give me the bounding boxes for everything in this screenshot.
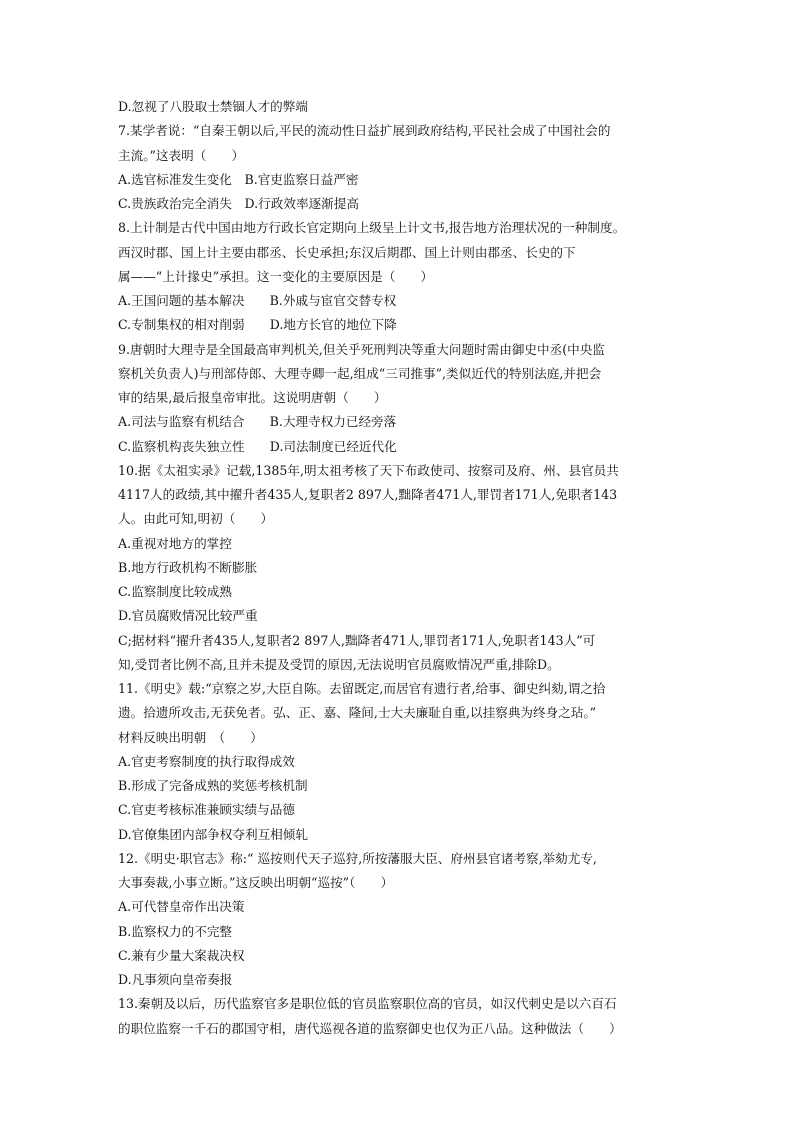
text-line: C;据材料“擢升者435人,复职者2 897人,黜降者471人,罪罚者171人,免职者143人”可 — [118, 632, 596, 648]
text-line: 的职位监察一千石的郡国守相，唐代巡视各道的监察御史也仅为正八品。这种做法（ ） — [118, 1020, 622, 1036]
text-line: C.兼有少量大案裁决权 — [118, 947, 245, 963]
text-line: 材料反映出明朝 （ ） — [118, 729, 263, 745]
text-line: A.王国问题的基本解决 B.外戚与宦官交替专权 — [118, 293, 397, 308]
text-line: A.重视对地方的掌控 — [118, 535, 232, 551]
text-line: 7.某学者说：“自秦王朝以后,平民的流动性日益扩展到政府结构,平民社会成了中国社会的 — [118, 123, 611, 139]
text-line: C.专制集权的相对削弱 D.地方长官的地位下降 — [118, 317, 397, 333]
text-line: 4117人的政绩,其中擢升者435人,复职者2 897人,黜降者471人,罪罚者171人,免职者143 — [118, 487, 618, 502]
text-line: 大事奏裁,小事立断。”这反映出明朝“巡按”（ ） — [118, 875, 394, 890]
document-body — [118, 95, 678, 1041]
text-line: 11.《明史》载:“京察之岁,大臣自陈。去留既定,而居官有遗行者,给事、御史纠劾,谓之拾 — [118, 681, 606, 696]
text-line: C.官吏考核标准兼顾实绩与品德 — [118, 802, 295, 818]
text-line: D.官员腐败情况比较严重 — [118, 608, 258, 624]
text-line: B.形成了完备成熟的奖惩考核机制 — [118, 778, 308, 793]
text-line: 10.据《太祖实录》记载,1385年,明太祖考核了天下布政使司、按察司及府、州、县官员共 — [118, 462, 619, 478]
text-line: 遗。拾遗所攻击,无获免者。弘、正、嘉、隆间,士大夫廉耻自重,以挂察典为终身之玷。” — [118, 705, 597, 721]
text-line: A.司法与监察有机结合 B.大理寺权力已经旁落 — [118, 414, 397, 430]
text-line: 9.唐朝时大理寺是全国最高审判机关,但关乎死刑判决等重大问题时需由御史中丞(中央监 — [118, 341, 605, 357]
text-line: 察机关负责人)与刑部侍郎、大理寺卿一起,组成“三司推事”,类似近代的特别法庭,并把会 — [118, 365, 602, 381]
text-line: 审的结果,最后报皇帝审批。这说明唐朝（ ） — [118, 390, 387, 405]
text-line: C.监察机构丧失独立性 D.司法制度已经近代化 — [118, 438, 397, 454]
text-line: 8.上计制是古代中国由地方行政长官定期向上级呈上计文书,报告地方治理状况的一种制度。 — [118, 220, 626, 236]
text-line: 12.《明史·职官志》称:“ 巡按则代天子巡狩,所按藩服大臣、府州县官诸考察,举劾尤专, — [118, 850, 597, 866]
text-line: A.官吏考察制度的执行取得成效 — [118, 753, 295, 769]
text-line: A.可代替皇帝作出决策 — [118, 899, 245, 915]
text-line: A.选官标准发生变化 B.官吏监察日益严密 — [118, 171, 359, 187]
text-line: 人。由此可知,明初（ ） — [118, 511, 274, 527]
text-line: D.凡事须向皇帝奏报 — [118, 972, 233, 987]
text-line: B.地方行政机构不断膨胀 — [118, 559, 258, 575]
text-line: D.忽视了八股取士禁锢人才的弊端 — [118, 99, 308, 114]
text-line: D.官僚集团内部争权夺利互相倾轧 — [118, 826, 308, 842]
text-line: 属——“上计掾史”承担。这一变化的主要原因是（ ） — [118, 268, 434, 284]
text-line: C.监察制度比较成熟 — [118, 584, 232, 599]
text-line: 西汉时郡、国上计主要由郡丞、长史承担;东汉后期郡、国上计则由郡丞、长史的下 — [118, 244, 576, 260]
text-line: B.监察权力的不完整 — [118, 923, 233, 939]
text-line: 13.秦朝及以后，历代监察官多是职位低的官员监察职位高的官员，如汉代刺史是以六百石 — [118, 996, 617, 1012]
text-line: 主流。”这表明（ ） — [118, 147, 245, 163]
text-line: 知,受罚者比例不高,且并未提及受罚的原因,无法说明官员腐败情况严重,排除D。 — [118, 656, 560, 672]
text-line: C.贵族政治完全消失 D.行政效率逐渐提高 — [118, 196, 359, 211]
